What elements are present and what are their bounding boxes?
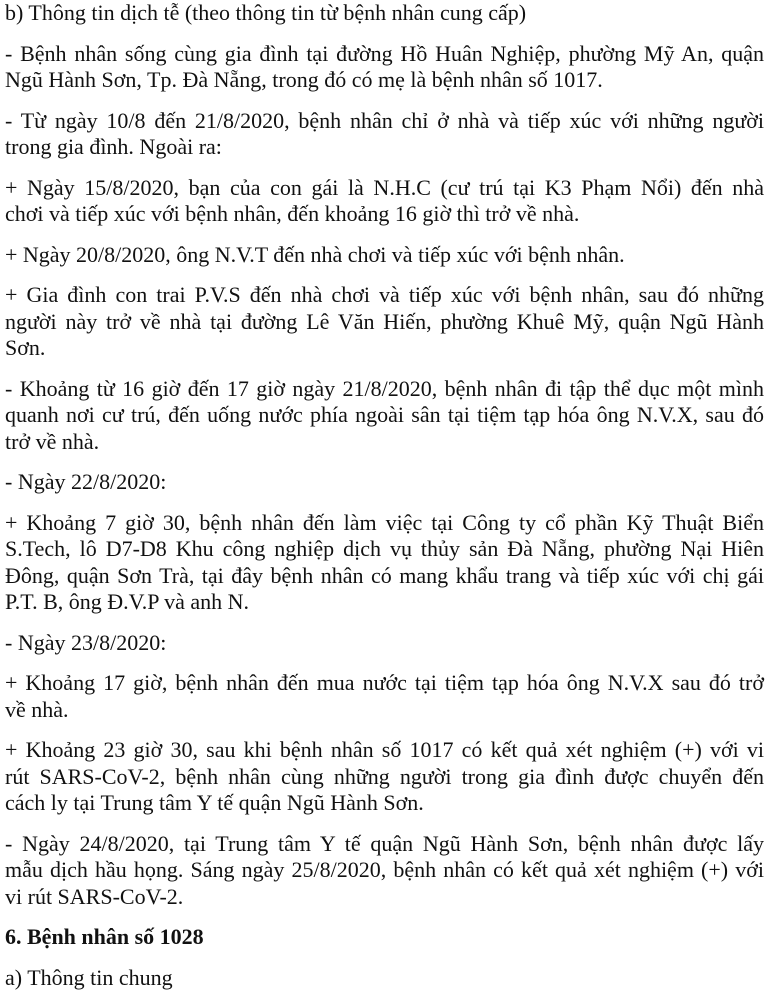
paragraph-work-22-8 — [5, 510, 764, 616]
text-line: người này trở về nhà tại đường Lê Văn Hiến, phường Khuê Mỹ, quận Ngũ Hành — [5, 308, 764, 334]
text-line: + Khoảng 23 giờ 30, sau khi bệnh nhân số 1017 có kết quả xét nghiệm (+) với vi — [5, 737, 764, 762]
text-line: + Gia đình con trai P.V.S đến nhà chơi và tiếp xúc với bệnh nhân, sau đó những — [5, 282, 764, 307]
text-line: chơi và tiếp xúc với bệnh nhân, đến khoảng 16 giờ thì trở về nhà. — [5, 201, 580, 226]
paragraph-date-22-8 — [5, 469, 764, 496]
section-heading-patient-1028 — [5, 924, 764, 951]
paragraph-residence — [5, 41, 764, 94]
text-line: - Ngày 24/8/2020, tại Trung tâm Y tế quận Ngũ Hành Sơn, bệnh nhân được lấy — [5, 830, 764, 856]
text-line: trong gia đình. Ngoài ra: — [5, 134, 222, 159]
section-subheading-general-info — [5, 965, 764, 992]
text-line: rút SARS-CoV-2, bệnh nhân cùng những người trong gia đình được chuyển đến — [5, 763, 764, 789]
text-line: trở về nhà. — [5, 428, 100, 454]
text-line: P.T. B, ông Đ.V.P và anh N. — [5, 589, 250, 614]
text-line: - Từ ngày 10/8 đến 21/8/2020, bệnh nhân chỉ ở nhà và tiếp xúc với những người — [5, 107, 764, 133]
paragraph-shop-23-8 — [5, 670, 764, 723]
text-line: S.Tech, lô D7-D8 Khu công nghiệp dịch vụ thủy sản Đà Nẵng, phường Nại Hiên — [5, 536, 764, 561]
text-line: Ngũ Hành Sơn, Tp. Đà Nẵng, trong đó có mẹ là bệnh nhân số 1017. — [5, 67, 603, 92]
paragraph-stay-home — [5, 108, 764, 161]
text-line: a) Thông tin chung — [5, 964, 173, 990]
text-line: cách ly tại Trung tâm Y tế quận Ngũ Hành Sơn. — [5, 790, 424, 815]
paragraph-test-24-8 — [5, 831, 764, 911]
paragraph-contact-15-8 — [5, 175, 764, 228]
text-line: - Ngày 22/8/2020: — [5, 469, 167, 494]
text-line: + Ngày 20/8/2020, ông N.V.T đến nhà chơi và tiếp xúc với bệnh nhân. — [5, 241, 625, 267]
paragraph-exercise-21-8 — [5, 376, 764, 456]
text-line: + Khoảng 17 giờ, bệnh nhân đến mua nước tại tiệm tạp hóa ông N.V.X sau đó trở — [5, 670, 764, 695]
paragraph-isolation-23-8 — [5, 737, 764, 817]
paragraph-son-family — [5, 282, 764, 362]
text-line: vi rút SARS-CoV-2. — [5, 883, 184, 909]
text-line: Đông, quận Sơn Trà, tại đây bệnh nhân có mang khẩu trang và tiếp xúc với chị gái — [5, 562, 764, 588]
text-line: quanh nơi cư trú, đến uống nước phía ngoài sân tại tiệm tạp hóa ông N.V.X, sau đó — [5, 402, 764, 427]
text-line: Sơn. — [5, 335, 46, 360]
paragraph-date-23-8 — [5, 630, 764, 657]
text-line: về nhà. — [5, 696, 69, 722]
text-line: - Khoảng từ 16 giờ đến 17 giờ ngày 21/8/2020, bệnh nhân đi tập thể dục một mình — [5, 375, 764, 401]
heading-text: 6. Bệnh nhân số 1028 — [5, 924, 204, 949]
text-line: - Ngày 23/8/2020: — [5, 629, 167, 655]
text-line: b) Thông tin dịch tễ (theo thông tin từ bệnh nhân cung cấp) — [5, 0, 527, 25]
text-line: + Ngày 15/8/2020, bạn của con gái là N.H.C (cư trú tại K3 Phạm Nổi) đến nhà — [5, 174, 764, 200]
paragraph-contact-20-8 — [5, 242, 764, 269]
text-line: - Bệnh nhân sống cùng gia đình tại đường Hồ Huân Nghiệp, phường Mỹ An, quận — [5, 40, 764, 66]
text-line: + Khoảng 7 giờ 30, bệnh nhân đến làm việc tại Công ty cổ phần Kỹ Thuật Biển — [5, 509, 764, 535]
text-line: mẫu dịch hầu họng. Sáng ngày 25/8/2020, bệnh nhân có kết quả xét nghiệm (+) với — [5, 857, 764, 882]
section-subheading-epidemiology — [5, 0, 764, 27]
